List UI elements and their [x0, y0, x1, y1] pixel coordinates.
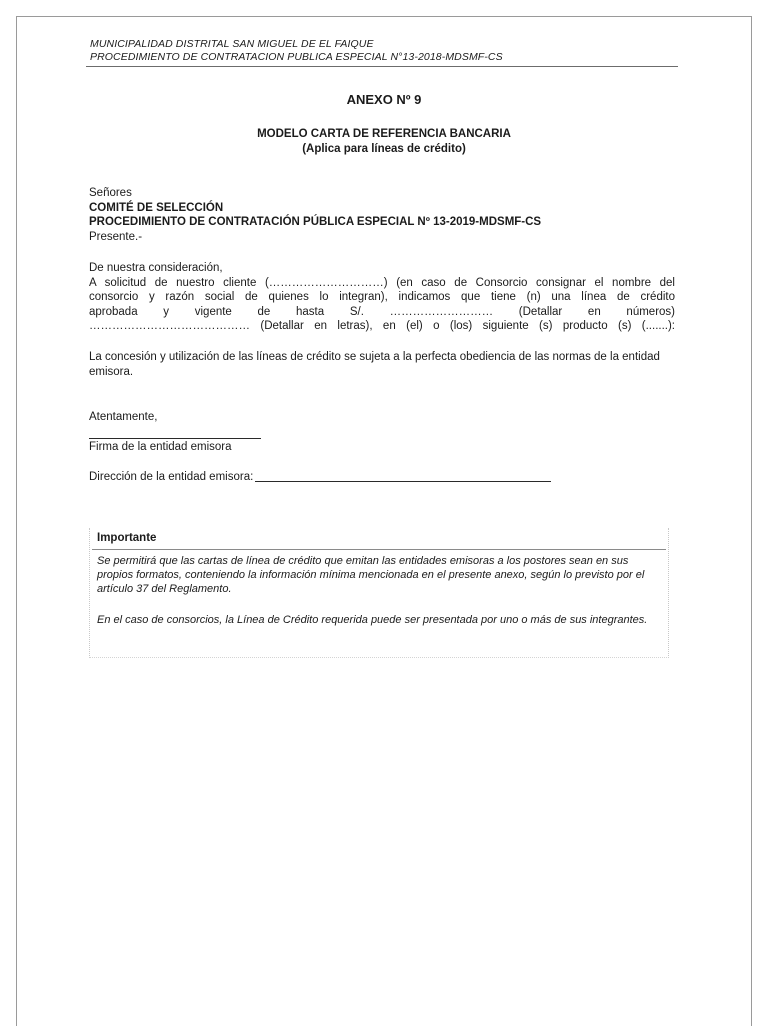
important-paragraph-1: Se permitirá que las cartas de línea de crédito que emitan las entidades emisoras a los postores sean en sus propios formatos, conteniendo la información mínima mencionada en el presente anexo, según lo previsto por el artículo 37 del Reglamento.	[97, 555, 645, 595]
letter-p1-line3: aprobada y vigente de hasta S/. ……………………… (Detallar en números)	[89, 305, 675, 318]
important-divider	[92, 549, 666, 550]
page-border	[16, 16, 752, 1026]
subtitle-model: MODELO CARTA DE REFERENCIA BANCARIA	[257, 128, 511, 140]
document-header	[90, 38, 678, 64]
letter-p1-line1: A solicitud de nuestro cliente (…………………………) (en caso de Consorcio consignar el nombre del	[89, 276, 675, 289]
subtitle-applies: (Aplica para líneas de crédito)	[302, 143, 466, 155]
important-paragraph-2: En el caso de consorcios, la Línea de Crédito requerida puede ser presentada por uno o más de sus integrantes.	[97, 614, 648, 626]
annex-subtitle	[0, 127, 768, 157]
address-row	[89, 470, 675, 485]
addressee-block	[89, 186, 675, 244]
addressee-committee: COMITÉ DE SELECCIÓN	[89, 201, 224, 214]
letter-greeting: De nuestra consideración,	[89, 262, 223, 274]
header-divider	[86, 66, 678, 67]
address-line	[255, 481, 551, 482]
signature-label: Firma de la entidad emisora	[89, 441, 232, 453]
addressee-senores: Señores	[89, 187, 132, 199]
important-title: Importante	[97, 532, 157, 544]
signature-line	[89, 438, 261, 439]
letter-paragraph-2: La concesión y utilización de las líneas de crédito se sujeta a la perfecta obediencia de las normas de la entidad emisora.	[89, 351, 660, 378]
annex-title: ANEXO Nº 9	[346, 92, 422, 107]
letter-closing: Atentamente,	[89, 411, 158, 423]
addressee-procedure: PROCEDIMIENTO DE CONTRATACIÓN PÚBLICA ESPECIAL Nº 13-2019-MDSMF-CS	[89, 216, 542, 228]
letter-paragraph-1	[89, 261, 675, 334]
addressee-presente: Presente.-	[89, 230, 143, 243]
header-municipality: MUNICIPALIDAD DISTRITAL SAN MIGUEL DE EL FAIQUE	[90, 38, 374, 50]
header-procedure: PROCEDIMIENTO DE CONTRATACION PUBLICA ESPECIAL N°13-2018-MDSMF-CS	[90, 51, 503, 63]
address-label: Dirección de la entidad emisora:	[89, 471, 254, 483]
letter-p1-line4: …………………………………… (Detallar en letras), en (el) o (los) siguiente (s) producto (s) (.......):	[89, 320, 675, 332]
letter-p1-line2: consorcio y razón social de quienes lo integran), indicamos que tiene (n) una línea de crédito	[89, 291, 675, 303]
